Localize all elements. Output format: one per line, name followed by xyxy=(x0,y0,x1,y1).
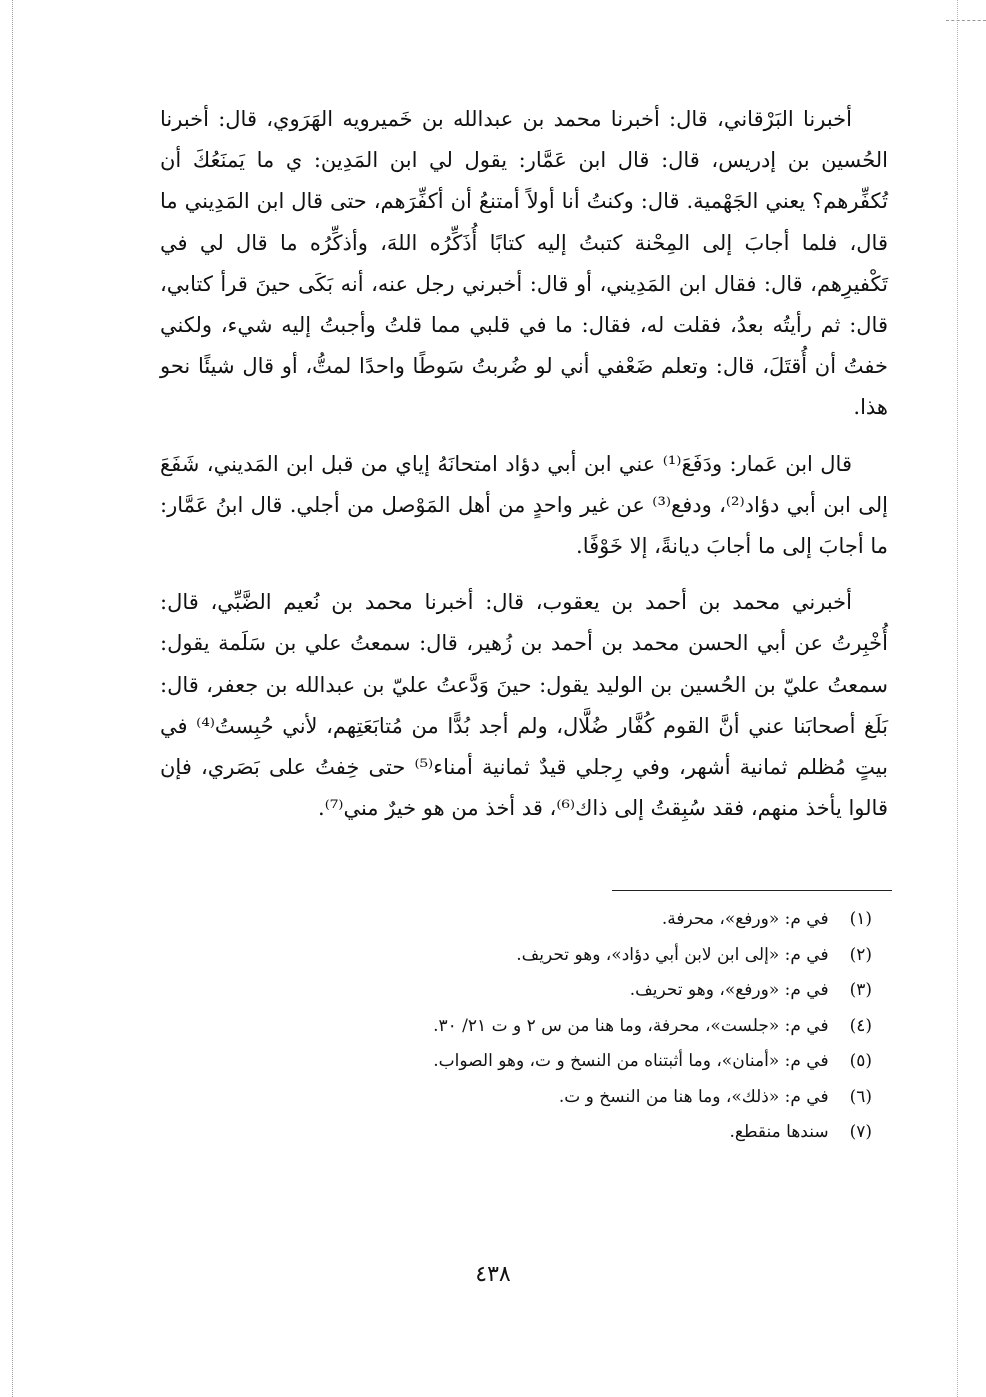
scan-corner-mark xyxy=(946,0,986,21)
page-number: ٤٣٨ xyxy=(475,1262,511,1287)
scan-margin-line-left xyxy=(12,0,13,1397)
footnote-text: في م: «جلست»، محرفة، وما هنا من س ٢ و ت ٢١/ ٣٠. xyxy=(433,1015,829,1036)
paragraph-1: أخبرنا البَرْقاني، قال: أخبرنا محمد بن عبدالله بن خَميرويه الهَرَوي، قال: أخبرنا الحُسين بن إدريس، قال: قال ابن عَمَّار: يقول لي ابن المَدِين: ي ما يَمنَعُكَ أن تُكفِّرهم؟ يعني الجَهْمية. قال: وكنتُ أنا أولاً أمتنعُ أن أكفِّرَهم، حتى قال ابن المَدِيني ما قال، فلما أجابَ إلى المِحْنة كتبتُ إليه كتابًا أُذَكِّرُه اللهَ، وأذكِّرُه ما قال لي في تَكْفيرِهم، قال: فقال ابن المَدِيني، أو قال: أخبرني رجل عنه، أنه بَكَى حينَ قرأ كتابي، قال: ثم رأيتُه بعدُ، فقلت له، فقال: ما في قلبي مما قلتُ وأجبتُ إليه شيء، ولكني خفتُ أن أُقتَلَ، قال: وتعلم ضَعْفي أني لو ضُربتُ سَوطًا واحدًا لمتُّ، أو قال شيئًا نحو هذا. xyxy=(160,107,888,420)
footnote-number: (٧) xyxy=(849,1122,872,1142)
paragraph-2: قال ابن عَمار: ودَفَعَ⁽¹⁾ عني ابن أبي دؤاد امتحانَهُ إياي من قبل ابن المَديني، شَفَعَ إلى ابن أبي دؤاد⁽²⁾، ودفع⁽³⁾ عن غير واحدٍ من أهل المَوْصل من أجلي. قال ابنُ عَمَّار: ما أجابَ إلى ما أجابَ ديانةً، إلا خَوْفًا. xyxy=(160,451,888,559)
footnote-number: (٢) xyxy=(849,944,872,965)
footnote-item xyxy=(300,938,872,974)
footnote-text: في م: «أمنان»، وما أثبتناه من النسخ و ت، وهو الصواب. xyxy=(433,1051,829,1071)
body-text xyxy=(160,99,888,844)
footnote-item xyxy=(300,973,872,1009)
scan-margin-line-right xyxy=(957,0,958,1397)
footnote-text: في م: «ورفع»، وهو تحريف. xyxy=(629,980,829,1000)
footnote-separator xyxy=(612,890,892,891)
footnote-number: (٤) xyxy=(849,1015,872,1036)
footnote-item xyxy=(300,1044,872,1080)
footnote-number: (١) xyxy=(849,909,872,929)
footnote-text: سندها منقطع. xyxy=(729,1122,829,1142)
footnote-text: في م: «ورفع»، محرفة. xyxy=(661,909,829,929)
footnote-item xyxy=(300,902,872,938)
footnote-number: (٣) xyxy=(849,980,872,1000)
footnote-text: في م: «ذلك»، وما هنا من النسخ و ت. xyxy=(558,1086,829,1107)
footnote-text: في م: «إلى ابن لابن أبي دؤاد»، وهو تحريف. xyxy=(516,944,829,965)
footnote-item xyxy=(300,1080,872,1116)
paragraph-3: أخبرني محمد بن أحمد بن يعقوب، قال: أخبرنا محمد بن نُعيم الضَّبِّي، قال: أُخْبِرتُ عن أبي الحسن محمد بن أحمد بن زُهير، قال: سمعتُ علي بن سَلَمة يقول: سمعتُ عليّ بن الحُسين بن الوليد يقول: حينَ وَدَّعتُ عليّ بن عبدالله بن جعفر، قال: بَلَغ أصحابَنا عني أنَّ القوم كُفَّار ضُلَّال، ولم أجد بُدًّا من مُتابَعَتِهم، لأني حُبِستُ⁽⁴⁾ في بيتٍ مُظلم ثمانية أشهر، وفي رِجلي قيدٌ ثمانية أمناء⁽⁵⁾ حتى خِفتُ على بَصَري، فإن قالوا يأخذ منهم، فقد سُبِقتُ إلى ذاك⁽⁶⁾، قد أخذ من هو خيرٌ مني⁽⁷⁾. xyxy=(160,590,889,821)
footnotes-list xyxy=(300,902,872,1151)
footnote-item xyxy=(300,1009,872,1045)
footnote-number: (٦) xyxy=(849,1086,872,1107)
footnote-number: (٥) xyxy=(849,1051,872,1071)
footnote-item xyxy=(300,1115,872,1151)
